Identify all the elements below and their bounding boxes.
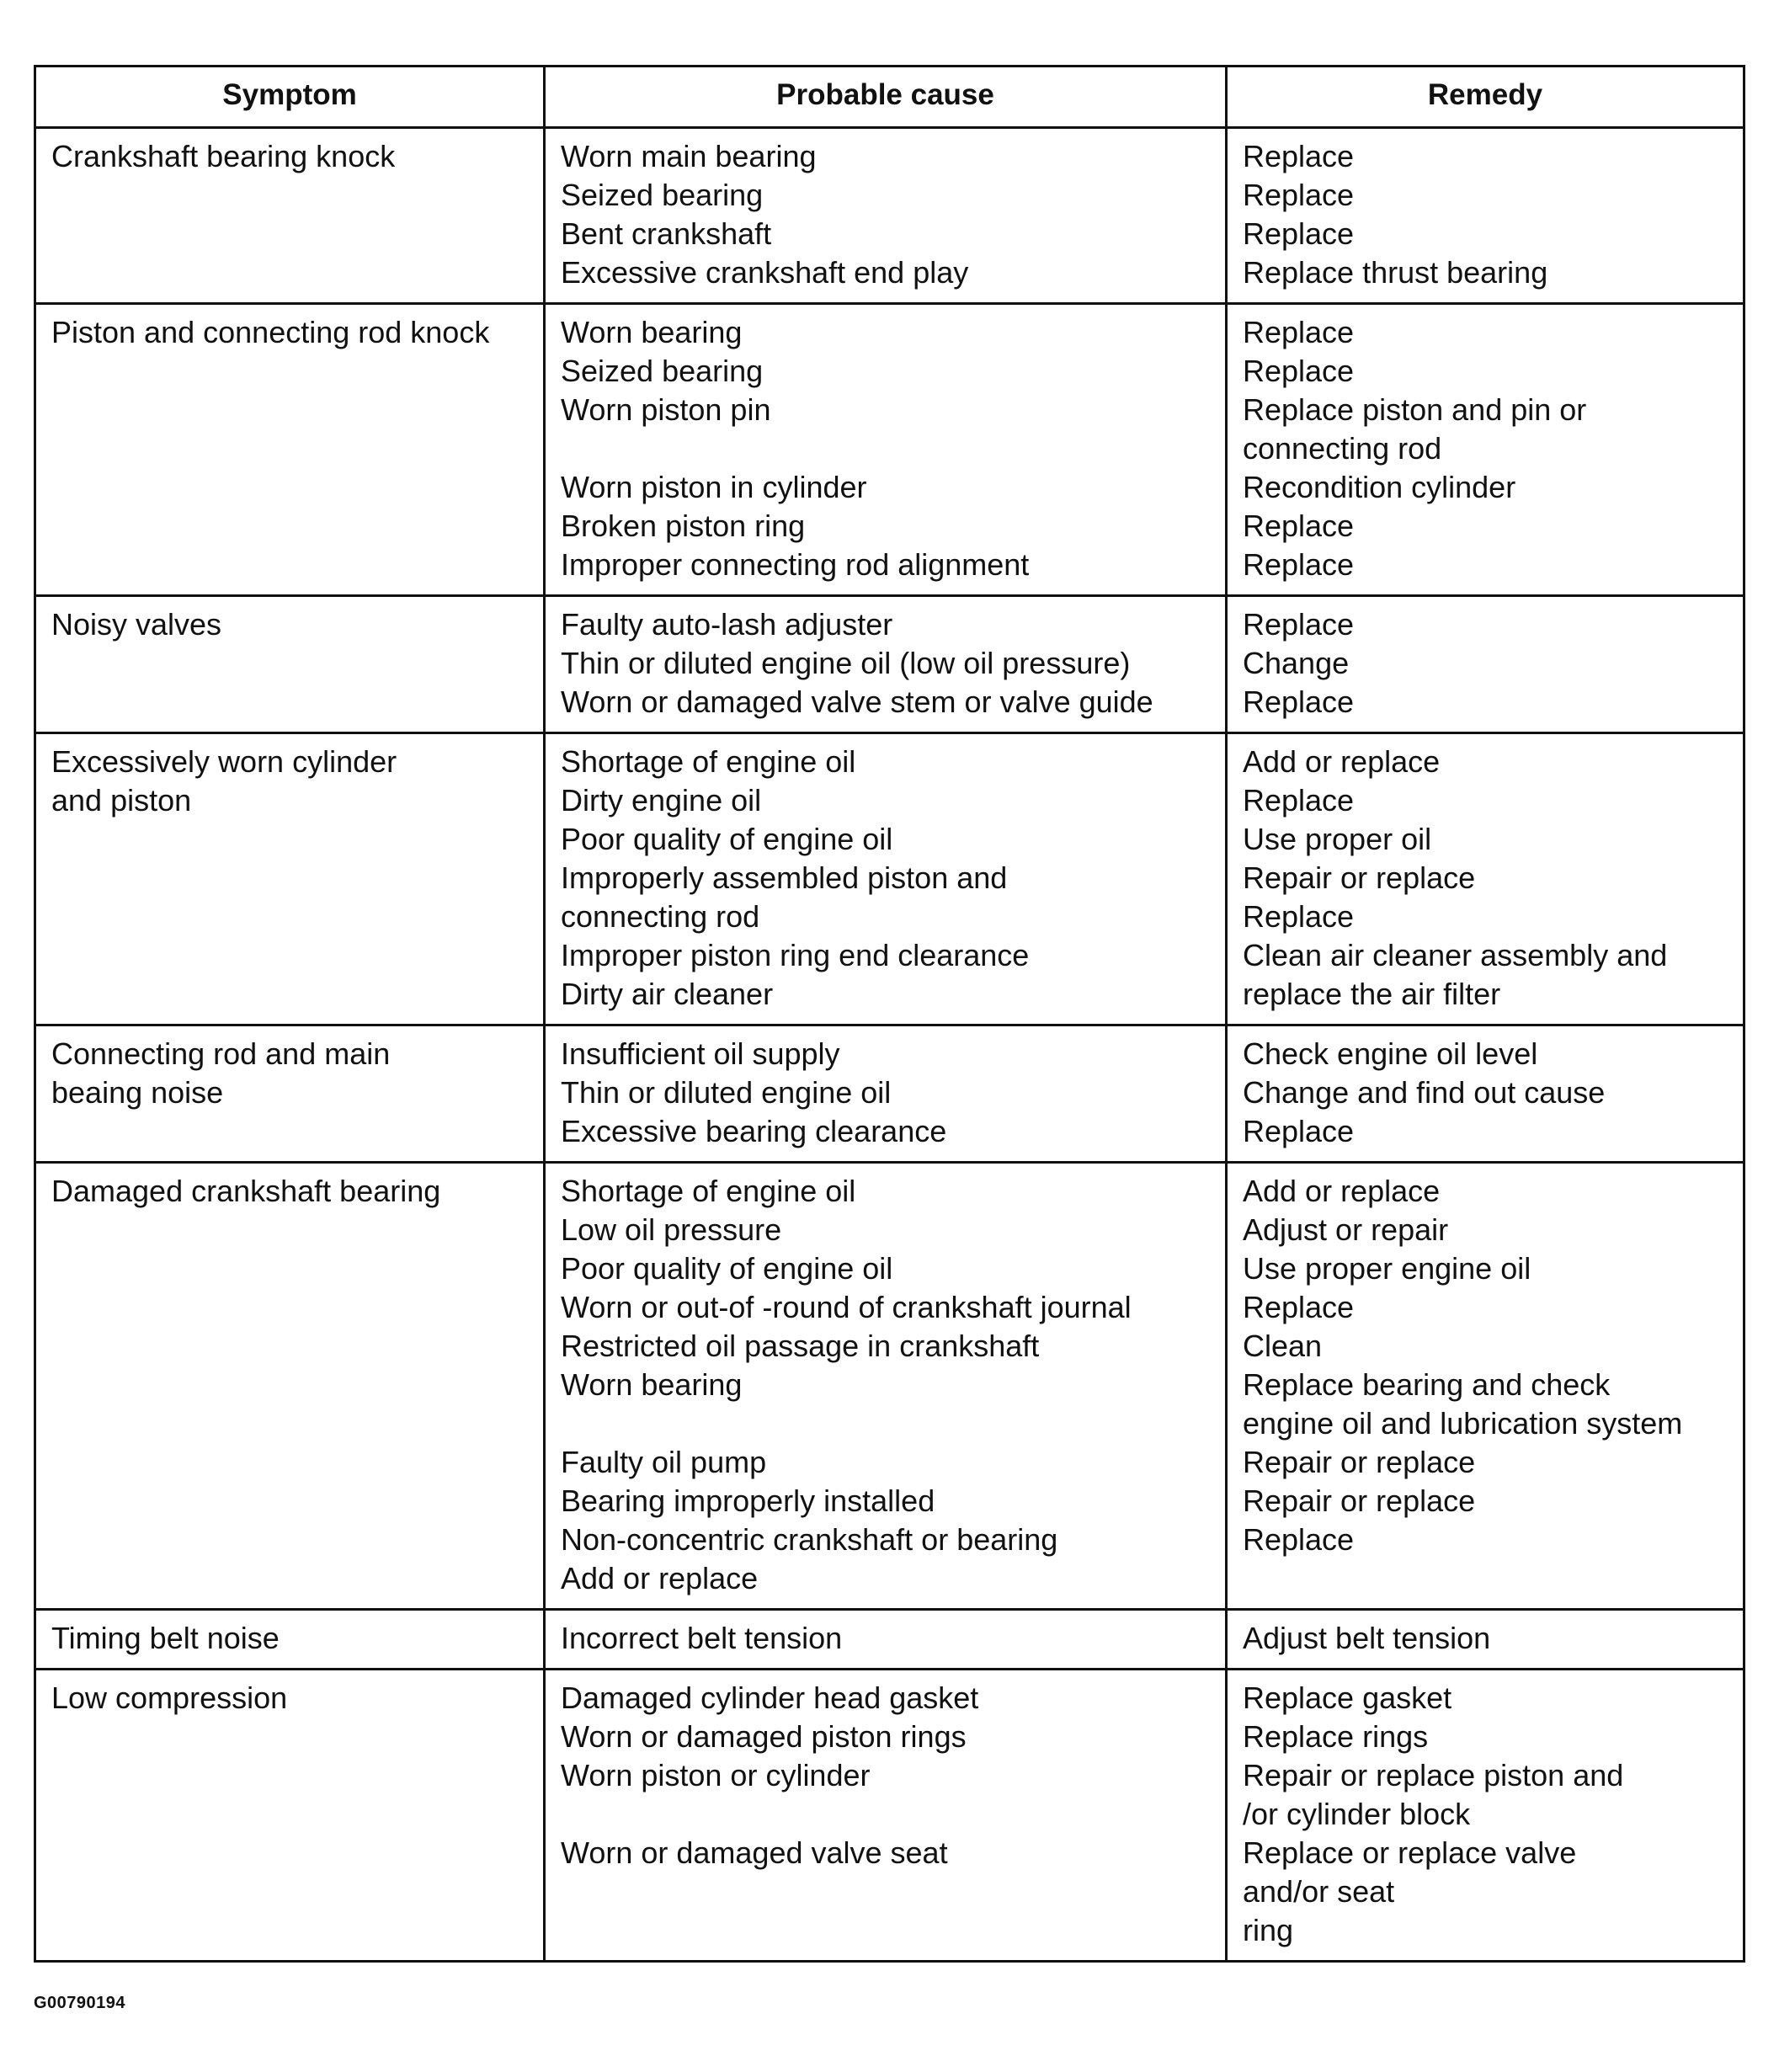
symptom-line: and piston: [51, 783, 192, 818]
remedy-line: Replace: [1243, 1114, 1355, 1148]
remedy-line: Clean: [1243, 1329, 1323, 1363]
symptom-line: Piston and connecting rod knock: [51, 315, 490, 349]
remedy-cell: [1227, 128, 1744, 304]
remedy-line: Replace: [1243, 1290, 1355, 1324]
cause-line: Worn or damaged piston rings: [561, 1719, 967, 1754]
table-row: [35, 128, 1744, 304]
remedy-line: Repair or replace piston and: [1243, 1758, 1624, 1792]
remedy-line: Replace: [1243, 684, 1355, 719]
cause-line: Faulty auto-lash adjuster: [561, 607, 893, 642]
cause-line: Bearing improperly installed: [561, 1483, 935, 1518]
probable-cause-cell: [545, 128, 1227, 304]
cause-line: Improper connecting rod alignment: [561, 547, 1030, 582]
cause-line: [561, 429, 1210, 468]
remedy-line: Replace: [1243, 139, 1355, 173]
remedy-line: Replace: [1243, 607, 1355, 642]
cause-line: Worn bearing: [561, 315, 743, 349]
header-row: [35, 67, 1744, 128]
cause-line: Worn main bearing: [561, 139, 817, 173]
remedy-line: Use proper engine oil: [1243, 1251, 1531, 1286]
symptom-cell: [35, 1163, 545, 1610]
remedy-cell: [1227, 1025, 1744, 1163]
remedy-line: Replace bearing and check: [1243, 1367, 1611, 1402]
remedy-cell: [1227, 304, 1744, 596]
symptom-line: Low compression: [51, 1681, 288, 1715]
document-code: G00790194: [34, 1994, 126, 2012]
symptom-cell: [35, 733, 545, 1025]
remedy-line: Replace thrust bearing: [1243, 255, 1548, 290]
symptom-line: Damaged crankshaft bearing: [51, 1174, 441, 1208]
probable-cause-cell: [545, 1670, 1227, 1962]
cause-line: Worn piston pin: [561, 392, 771, 427]
cause-line: Seized bearing: [561, 354, 764, 388]
cause-line: Dirty engine oil: [561, 783, 762, 818]
symptom-line: beaing noise: [51, 1075, 224, 1110]
remedy-line: Replace or replace valve: [1243, 1835, 1577, 1870]
table-row: [35, 1163, 1744, 1610]
symptom-line: Excessively worn cylinder: [51, 744, 397, 779]
remedy-line: Replace: [1243, 547, 1355, 582]
symptom-cell: [35, 1610, 545, 1670]
cause-line: Broken piston ring: [561, 509, 806, 543]
remedy-line: and/or seat: [1243, 1874, 1395, 1909]
table-row: [35, 596, 1744, 733]
remedy-line: Use proper oil: [1243, 822, 1432, 856]
remedy-line: Replace: [1243, 1522, 1355, 1557]
remedy-line: Recondition cylinder: [1243, 470, 1516, 504]
remedy-line: Replace piston and pin or: [1243, 392, 1587, 427]
remedy-line: Replace: [1243, 315, 1355, 349]
remedy-line: Add or replace: [1243, 744, 1441, 779]
remedy-cell: [1227, 1610, 1744, 1670]
cause-line: Poor quality of engine oil: [561, 822, 893, 856]
probable-cause-cell: [545, 596, 1227, 733]
header-probable-cause: Probable cause: [545, 67, 1227, 128]
cause-line: Bent crankshaft: [561, 216, 772, 251]
table-row: [35, 1025, 1744, 1163]
cause-line: Thin or diluted engine oil (low oil pressure): [561, 646, 1131, 680]
remedy-line: Check engine oil level: [1243, 1036, 1538, 1071]
symptom-cell: [35, 596, 545, 733]
cause-line: Shortage of engine oil: [561, 744, 856, 779]
symptom-cell: [35, 1670, 545, 1962]
remedy-line: replace the air filter: [1243, 977, 1501, 1011]
cause-line: Incorrect belt tension: [561, 1621, 843, 1655]
cause-line: Seized bearing: [561, 178, 764, 212]
probable-cause-cell: [545, 1163, 1227, 1610]
cause-line: Non-concentric crankshaft or bearing: [561, 1522, 1058, 1557]
symptom-cell: [35, 1025, 545, 1163]
remedy-line: Add or replace: [1243, 1174, 1441, 1208]
cause-line: Worn bearing: [561, 1367, 743, 1402]
symptom-line: Crankshaft bearing knock: [51, 139, 396, 173]
table-row: [35, 304, 1744, 596]
remedy-line: Replace: [1243, 178, 1355, 212]
remedy-line: connecting rod: [1243, 431, 1442, 466]
cause-line: Worn piston in cylinder: [561, 470, 867, 504]
cause-line: Dirty air cleaner: [561, 977, 774, 1011]
remedy-line: Adjust belt tension: [1243, 1621, 1491, 1655]
cause-line: Damaged cylinder head gasket: [561, 1681, 979, 1715]
table-row: [35, 1670, 1744, 1962]
remedy-line: Replace rings: [1243, 1719, 1429, 1754]
cause-line: Excessive crankshaft end play: [561, 255, 969, 290]
remedy-line: Repair or replace: [1243, 1445, 1476, 1479]
troubleshooting-table: [34, 65, 1745, 1963]
remedy-line: engine oil and lubrication system: [1243, 1406, 1683, 1441]
cause-line: Restricted oil passage in crankshaft: [561, 1329, 1040, 1363]
remedy-cell: [1227, 733, 1744, 1025]
remedy-line: Replace: [1243, 216, 1355, 251]
cause-line: Shortage of engine oil: [561, 1174, 856, 1208]
symptom-line: Noisy valves: [51, 607, 222, 642]
cause-line: Low oil pressure: [561, 1212, 782, 1247]
cause-line: Thin or diluted engine oil: [561, 1075, 892, 1110]
remedy-line: /or cylinder block: [1243, 1797, 1471, 1831]
cause-line: connecting rod: [561, 899, 760, 934]
remedy-line: Repair or replace: [1243, 1483, 1476, 1518]
remedy-line: Replace: [1243, 354, 1355, 388]
remedy-line: Repair or replace: [1243, 860, 1476, 895]
probable-cause-cell: [545, 1610, 1227, 1670]
cause-line: Worn or damaged valve seat: [561, 1835, 948, 1870]
remedy-line: Clean air cleaner assembly and: [1243, 938, 1668, 972]
remedy-cell: [1227, 1670, 1744, 1962]
table-row: [35, 733, 1744, 1025]
cause-line: Improperly assembled piston and: [561, 860, 1008, 895]
remedy-line: Replace: [1243, 899, 1355, 934]
remedy-line: Replace gasket: [1243, 1681, 1452, 1715]
symptom-cell: [35, 304, 545, 596]
probable-cause-cell: [545, 1025, 1227, 1163]
probable-cause-cell: [545, 733, 1227, 1025]
header-remedy: Remedy: [1227, 67, 1744, 128]
cause-line: Poor quality of engine oil: [561, 1251, 893, 1286]
symptom-line: Timing belt noise: [51, 1621, 280, 1655]
cause-line: Excessive bearing clearance: [561, 1114, 947, 1148]
cause-line: Worn or out-of -round of crankshaft journal: [561, 1290, 1132, 1324]
cause-line: [561, 1795, 1210, 1834]
table-row: [35, 1610, 1744, 1670]
cause-line: Faulty oil pump: [561, 1445, 767, 1479]
table-body: [35, 128, 1744, 1962]
remedy-cell: [1227, 596, 1744, 733]
symptom-cell: [35, 128, 545, 304]
cause-line: Improper piston ring end clearance: [561, 938, 1030, 972]
remedy-cell: [1227, 1163, 1744, 1610]
cause-line: [561, 1404, 1210, 1443]
cause-line: Add or replace: [561, 1561, 759, 1595]
remedy-line: Replace: [1243, 783, 1355, 818]
cause-line: Insufficient oil supply: [561, 1036, 840, 1071]
remedy-line: Replace: [1243, 509, 1355, 543]
cause-line: Worn or damaged valve stem or valve guide: [561, 684, 1153, 719]
header-symptom: Symptom: [35, 67, 545, 128]
cause-line: Worn piston or cylinder: [561, 1758, 871, 1792]
remedy-line: Change and find out cause: [1243, 1075, 1606, 1110]
symptom-line: Connecting rod and main: [51, 1036, 391, 1071]
probable-cause-cell: [545, 304, 1227, 596]
remedy-line: ring: [1243, 1913, 1294, 1947]
remedy-line: Change: [1243, 646, 1350, 680]
remedy-line: Adjust or repair: [1243, 1212, 1449, 1247]
